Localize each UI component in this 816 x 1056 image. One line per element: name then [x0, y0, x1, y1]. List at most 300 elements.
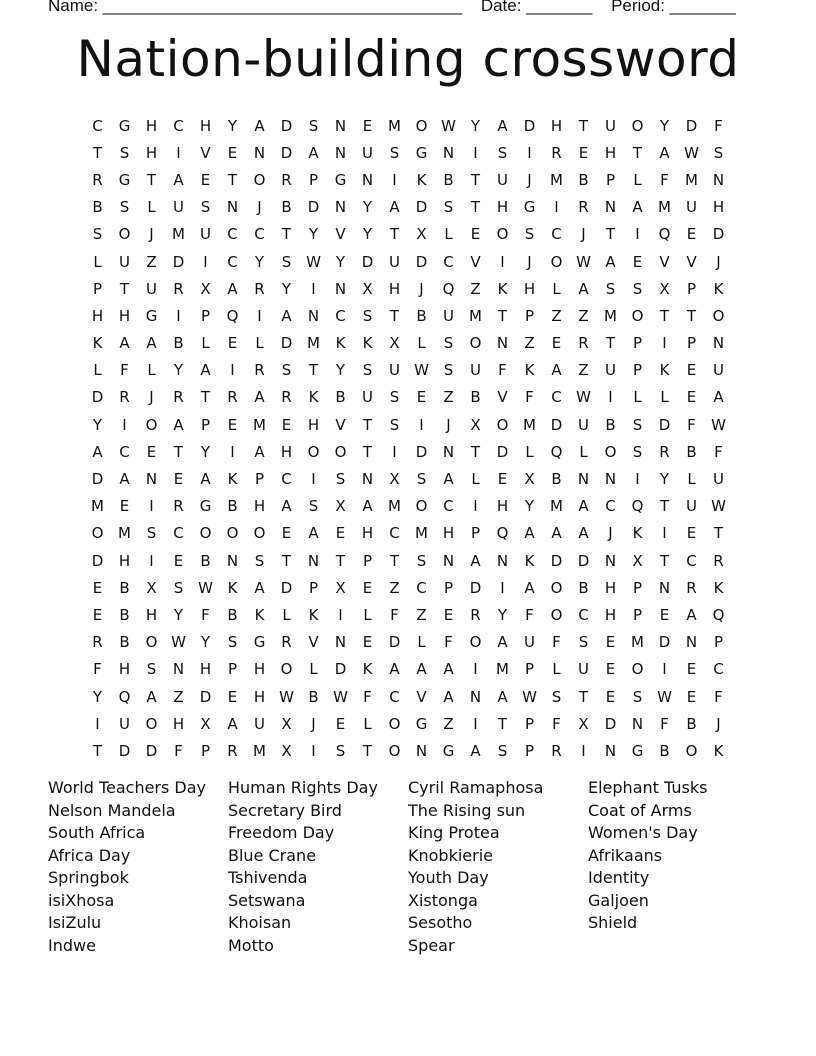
grid-letter: T: [200, 388, 211, 407]
grid-letter: A: [200, 361, 211, 380]
word-item: The Rising sun: [408, 800, 526, 820]
grid-letter: T: [308, 361, 319, 380]
grid-letter: O: [550, 252, 563, 271]
grid-letter: G: [442, 741, 455, 760]
grid-letter: S: [578, 633, 589, 652]
grid-letter: S: [416, 551, 427, 570]
grid-letter: A: [254, 442, 265, 461]
grid-letter: U: [173, 198, 184, 217]
grid-letter: S: [119, 198, 130, 217]
grid-letter: H: [253, 497, 266, 516]
grid-letter: L: [93, 361, 102, 380]
grid-letter: R: [659, 442, 670, 461]
grid-letter: D: [496, 442, 509, 461]
grid-letter: M: [91, 497, 104, 516]
grid-letter: N: [496, 334, 509, 353]
grid-row: [84, 411, 732, 438]
grid-letter: D: [550, 415, 563, 434]
grid-letter: V: [497, 388, 508, 407]
grid-letter: G: [334, 170, 347, 189]
grid-letter: E: [92, 605, 103, 624]
grid-letter: J: [716, 252, 721, 271]
grid-letter: M: [550, 497, 563, 516]
grid-letter: G: [415, 714, 428, 733]
grid-letter: J: [257, 198, 262, 217]
grid-letter: U: [389, 252, 400, 271]
grid-letter: E: [578, 143, 589, 162]
grid-letter: Z: [551, 306, 562, 325]
grid-letter: L: [363, 605, 372, 624]
grid-letter: T: [605, 225, 616, 244]
grid-letter: B: [200, 551, 211, 570]
grid-letter: R: [578, 334, 589, 353]
grid-letter: M: [631, 633, 644, 652]
grid-letter: Y: [92, 415, 103, 434]
grid-letter: T: [470, 170, 481, 189]
grid-letter: S: [362, 306, 373, 325]
grid-letter: R: [254, 279, 265, 298]
grid-letter: K: [335, 334, 346, 353]
grid-letter: T: [146, 170, 157, 189]
grid-row: [84, 574, 732, 601]
grid-letter: Z: [389, 578, 400, 597]
grid-letter: R: [227, 741, 238, 760]
grid-letter: Z: [470, 279, 481, 298]
grid-letter: L: [255, 334, 264, 353]
grid-letter: E: [497, 470, 508, 489]
grid-letter: N: [658, 578, 671, 597]
grid-letter: Y: [173, 605, 184, 624]
grid-letter: R: [92, 633, 103, 652]
grid-letter: D: [91, 470, 104, 489]
grid-letter: A: [605, 252, 616, 271]
grid-letter: Z: [578, 306, 589, 325]
grid-letter: J: [446, 415, 451, 434]
grid-letter: I: [635, 470, 640, 489]
grid-letter: K: [92, 334, 103, 353]
grid-letter: S: [632, 442, 643, 461]
grid-letter: N: [442, 551, 455, 570]
grid-letter: H: [253, 660, 266, 679]
grid-letter: H: [388, 279, 401, 298]
grid-letter: X: [200, 279, 211, 298]
grid-letter: L: [417, 633, 426, 652]
word-item: isiXhosa: [48, 890, 115, 910]
grid-letter: S: [389, 143, 400, 162]
grid-letter: A: [254, 578, 265, 597]
grid-letter: Y: [362, 225, 373, 244]
grid-letter: P: [632, 605, 643, 624]
grid-letter: D: [604, 714, 617, 733]
grid-letter: O: [253, 524, 266, 543]
grid-letter: L: [471, 470, 480, 489]
grid-letter: C: [686, 551, 697, 570]
grid-row: [84, 302, 732, 329]
grid-row: [84, 465, 732, 492]
word-item: Khoisan: [228, 913, 292, 932]
grid-letter: V: [416, 687, 427, 706]
word-item: Elephant Tusks: [588, 778, 708, 797]
grid-letter: O: [145, 633, 158, 652]
grid-letter: N: [334, 116, 347, 135]
grid-letter: S: [443, 198, 454, 217]
grid-letter: A: [578, 524, 589, 543]
grid-letter: B: [281, 198, 292, 217]
grid-letter: P: [524, 660, 535, 679]
grid-letter: S: [281, 361, 292, 380]
grid-letter: I: [662, 334, 667, 353]
grid-row: [84, 601, 732, 628]
word-item: Afrikaans: [588, 845, 663, 865]
grid-letter: A: [92, 442, 103, 461]
grid-letter: A: [281, 497, 292, 516]
grid-letter: M: [658, 198, 671, 217]
grid-letter: M: [685, 170, 698, 189]
grid-letter: S: [146, 524, 157, 543]
grid-letter: E: [362, 578, 373, 597]
grid-letter: D: [172, 252, 185, 271]
grid-letter: D: [199, 687, 212, 706]
word-bank: [48, 777, 808, 957]
grid-letter: T: [173, 442, 184, 461]
grid-letter: D: [577, 551, 590, 570]
grid-letter: H: [145, 116, 158, 135]
grid-letter: P: [686, 279, 697, 298]
grid-letter: F: [174, 741, 183, 760]
grid-letter: V: [659, 252, 670, 271]
grid-letter: K: [254, 605, 265, 624]
grid-letter: R: [173, 279, 184, 298]
grid-letter: A: [551, 361, 562, 380]
grid-letter: U: [200, 225, 211, 244]
grid-letter: V: [686, 252, 697, 271]
grid-letter: B: [578, 170, 589, 189]
grid-letter: I: [122, 415, 127, 434]
grid-letter: Y: [335, 252, 346, 271]
grid-letter: E: [362, 633, 373, 652]
grid-letter: A: [659, 143, 670, 162]
grid-letter: E: [686, 388, 697, 407]
grid-row: [84, 737, 732, 764]
grid-letter: H: [253, 687, 266, 706]
grid-letter: N: [307, 551, 320, 570]
grid-letter: P: [632, 361, 643, 380]
grid-letter: D: [280, 116, 293, 135]
grid-letter: R: [470, 605, 481, 624]
grid-letter: K: [227, 470, 238, 489]
grid-letter: E: [605, 687, 616, 706]
grid-letter: C: [335, 306, 346, 325]
grid-letter: S: [524, 225, 535, 244]
grid-letter: X: [335, 497, 346, 516]
grid-letter: I: [392, 170, 397, 189]
grid-letter: F: [525, 605, 534, 624]
grid-letter: C: [416, 578, 427, 597]
grid-letter: R: [551, 741, 562, 760]
grid-letter: P: [254, 470, 265, 489]
grid-letter: D: [415, 198, 428, 217]
grid-letter: S: [389, 415, 400, 434]
grid-letter: B: [92, 198, 103, 217]
grid-letter: I: [581, 741, 586, 760]
grid-letter: K: [713, 741, 724, 760]
grid-letter: P: [200, 415, 211, 434]
grid-letter: D: [334, 660, 347, 679]
grid-letter: J: [608, 524, 613, 543]
grid-letter: B: [578, 578, 589, 597]
grid-letter: W: [198, 578, 213, 597]
grid-letter: T: [92, 143, 103, 162]
grid-letter: N: [334, 198, 347, 217]
grid-letter: I: [257, 306, 262, 325]
grid-letter: H: [145, 605, 158, 624]
word-item: Africa Day: [48, 845, 131, 865]
grid-letter: O: [388, 714, 401, 733]
word-item: King Protea: [408, 823, 500, 842]
grid-letter: N: [442, 442, 455, 461]
grid-letter: B: [227, 497, 238, 516]
grid-letter: P: [713, 633, 724, 652]
grid-letter: N: [685, 633, 698, 652]
grid-letter: F: [714, 442, 723, 461]
grid-letter: S: [308, 497, 319, 516]
grid-letter: M: [253, 415, 266, 434]
grid-letter: Y: [524, 497, 535, 516]
grid-letter: W: [279, 687, 294, 706]
grid-letter: M: [118, 524, 131, 543]
grid-letter: C: [281, 470, 292, 489]
grid-letter: E: [200, 170, 211, 189]
grid-letter: C: [551, 225, 562, 244]
grid-letter: Q: [550, 442, 563, 461]
grid-letter: U: [578, 660, 589, 679]
grid-letter: H: [604, 143, 617, 162]
grid-letter: T: [470, 198, 481, 217]
grid-row: [84, 683, 732, 710]
grid-letter: Z: [146, 252, 157, 271]
grid-letter: K: [416, 170, 427, 189]
word-item: Indwe: [48, 935, 96, 955]
grid-letter: S: [92, 225, 103, 244]
grid-letter: M: [415, 524, 428, 543]
grid-letter: X: [281, 714, 292, 733]
grid-letter: J: [149, 388, 154, 407]
grid-letter: S: [173, 578, 184, 597]
grid-letter: T: [578, 687, 589, 706]
grid-letter: B: [119, 578, 130, 597]
grid-letter: O: [415, 116, 428, 135]
grid-row: [84, 194, 732, 221]
grid-letter: H: [307, 415, 320, 434]
grid-letter: E: [335, 524, 346, 543]
grid-letter: R: [281, 633, 292, 652]
grid-letter: I: [338, 605, 343, 624]
grid-letter: N: [145, 470, 158, 489]
grid-letter: B: [605, 415, 616, 434]
grid-row: [84, 629, 732, 656]
grid-letter: O: [631, 660, 644, 679]
grid-letter: O: [550, 605, 563, 624]
grid-letter: N: [226, 198, 239, 217]
grid-letter: V: [200, 143, 211, 162]
grid-letter: A: [308, 524, 319, 543]
grid-letter: S: [551, 687, 562, 706]
grid-letter: C: [605, 497, 616, 516]
grid-letter: D: [118, 741, 131, 760]
grid-letter: L: [552, 660, 561, 679]
grid-letter: H: [496, 198, 509, 217]
grid-letter: D: [712, 225, 725, 244]
word-item: Xistonga: [408, 890, 478, 910]
grid-letter: N: [577, 470, 590, 489]
grid-letter: N: [253, 143, 266, 162]
grid-letter: A: [443, 687, 454, 706]
grid-letter: C: [173, 524, 184, 543]
grid-letter: M: [496, 660, 509, 679]
grid-row: [84, 520, 732, 547]
grid-letter: Y: [92, 687, 103, 706]
grid-letter: Z: [416, 605, 427, 624]
grid-letter: E: [119, 497, 130, 516]
grid-letter: Y: [308, 225, 319, 244]
grid-letter: Q: [496, 524, 509, 543]
name-field: Name: ______________________________________: [48, 0, 463, 15]
word-item: Nelson Mandela: [48, 800, 176, 820]
grid-letter: N: [712, 334, 725, 353]
word-column: [48, 777, 228, 957]
grid-letter: A: [173, 415, 184, 434]
grid-letter: Z: [173, 687, 184, 706]
page-title: Nation-building crossword: [76, 30, 740, 88]
grid-letter: L: [633, 388, 642, 407]
grid-letter: P: [227, 660, 238, 679]
grid-letter: X: [659, 279, 670, 298]
grid-row: [84, 221, 732, 248]
grid-letter: B: [335, 388, 346, 407]
grid-letter: I: [662, 660, 667, 679]
grid-letter: C: [389, 687, 400, 706]
grid-letter: D: [658, 633, 671, 652]
grid-letter: I: [230, 361, 235, 380]
grid-letter: T: [92, 741, 103, 760]
grid-letter: N: [334, 633, 347, 652]
grid-letter: U: [443, 306, 454, 325]
grid-letter: E: [659, 605, 670, 624]
grid-letter: M: [307, 334, 320, 353]
grid-letter: K: [524, 361, 535, 380]
grid-letter: Y: [362, 198, 373, 217]
word-item: Youth Day: [408, 868, 489, 887]
grid-letter: N: [334, 279, 347, 298]
grid-letter: O: [496, 415, 509, 434]
grid-letter: T: [281, 551, 292, 570]
grid-letter: E: [92, 578, 103, 597]
word-item: Tshivenda: [228, 868, 308, 887]
grid-letter: E: [686, 524, 697, 543]
grid-letter: A: [470, 551, 481, 570]
grid-letter: V: [335, 415, 346, 434]
word-item: Springbok: [48, 868, 129, 887]
grid-letter: F: [444, 633, 453, 652]
grid-letter: E: [173, 551, 184, 570]
grid-row: [84, 248, 732, 275]
grid-letter: B: [551, 470, 562, 489]
grid-letter: W: [711, 415, 726, 434]
grid-letter: G: [523, 198, 536, 217]
grid-letter: I: [311, 279, 316, 298]
grid-letter: E: [362, 116, 373, 135]
grid-letter: R: [173, 497, 184, 516]
grid-letter: P: [308, 170, 319, 189]
word-item: Knobkierie: [408, 845, 493, 865]
grid-letter: D: [280, 578, 293, 597]
grid-letter: C: [173, 116, 184, 135]
grid-letter: H: [442, 524, 455, 543]
grid-letter: H: [199, 660, 212, 679]
grid-letter: Z: [443, 388, 454, 407]
grid-letter: I: [635, 225, 640, 244]
grid-letter: S: [308, 116, 319, 135]
grid-letter: L: [552, 279, 561, 298]
grid-letter: C: [443, 252, 454, 271]
grid-letter: C: [443, 497, 454, 516]
grid-letter: M: [469, 306, 482, 325]
grid-letter: O: [145, 714, 158, 733]
grid-letter: F: [363, 687, 372, 706]
grid-letter: T: [659, 551, 670, 570]
grid-letter: C: [389, 524, 400, 543]
grid-letter: O: [118, 225, 131, 244]
grid-letter: W: [711, 497, 726, 516]
grid-letter: H: [118, 306, 131, 325]
grid-letter: A: [308, 143, 319, 162]
grid-letter: R: [713, 551, 724, 570]
grid-letter: P: [632, 334, 643, 353]
grid-letter: Z: [524, 334, 535, 353]
grid-letter: T: [686, 306, 697, 325]
grid-letter: R: [281, 388, 292, 407]
grid-letter: U: [686, 198, 697, 217]
grid-letter: E: [335, 714, 346, 733]
grid-letter: D: [523, 116, 536, 135]
grid-letter: S: [443, 334, 454, 353]
grid-row: [84, 357, 732, 384]
grid-letter: I: [419, 415, 424, 434]
grid-letter: Y: [497, 605, 508, 624]
grid-letter: F: [93, 660, 102, 679]
grid-letter: K: [362, 334, 373, 353]
grid-letter: N: [712, 170, 725, 189]
grid-letter: S: [497, 741, 508, 760]
grid-letter: S: [713, 143, 724, 162]
grid-letter: E: [686, 687, 697, 706]
grid-letter: H: [199, 116, 212, 135]
grid-letter: J: [527, 170, 532, 189]
grid-letter: N: [604, 551, 617, 570]
grid-letter: H: [172, 714, 185, 733]
word-item: Shield: [588, 913, 638, 932]
grid-letter: X: [200, 714, 211, 733]
grid-letter: R: [254, 361, 265, 380]
grid-letter: E: [281, 415, 292, 434]
grid-letter: S: [632, 279, 643, 298]
grid-letter: R: [92, 170, 103, 189]
grid-letter: R: [281, 170, 292, 189]
grid-letter: E: [146, 442, 157, 461]
grid-letter: I: [203, 252, 208, 271]
grid-letter: M: [172, 225, 185, 244]
grid-letter: H: [118, 551, 131, 570]
